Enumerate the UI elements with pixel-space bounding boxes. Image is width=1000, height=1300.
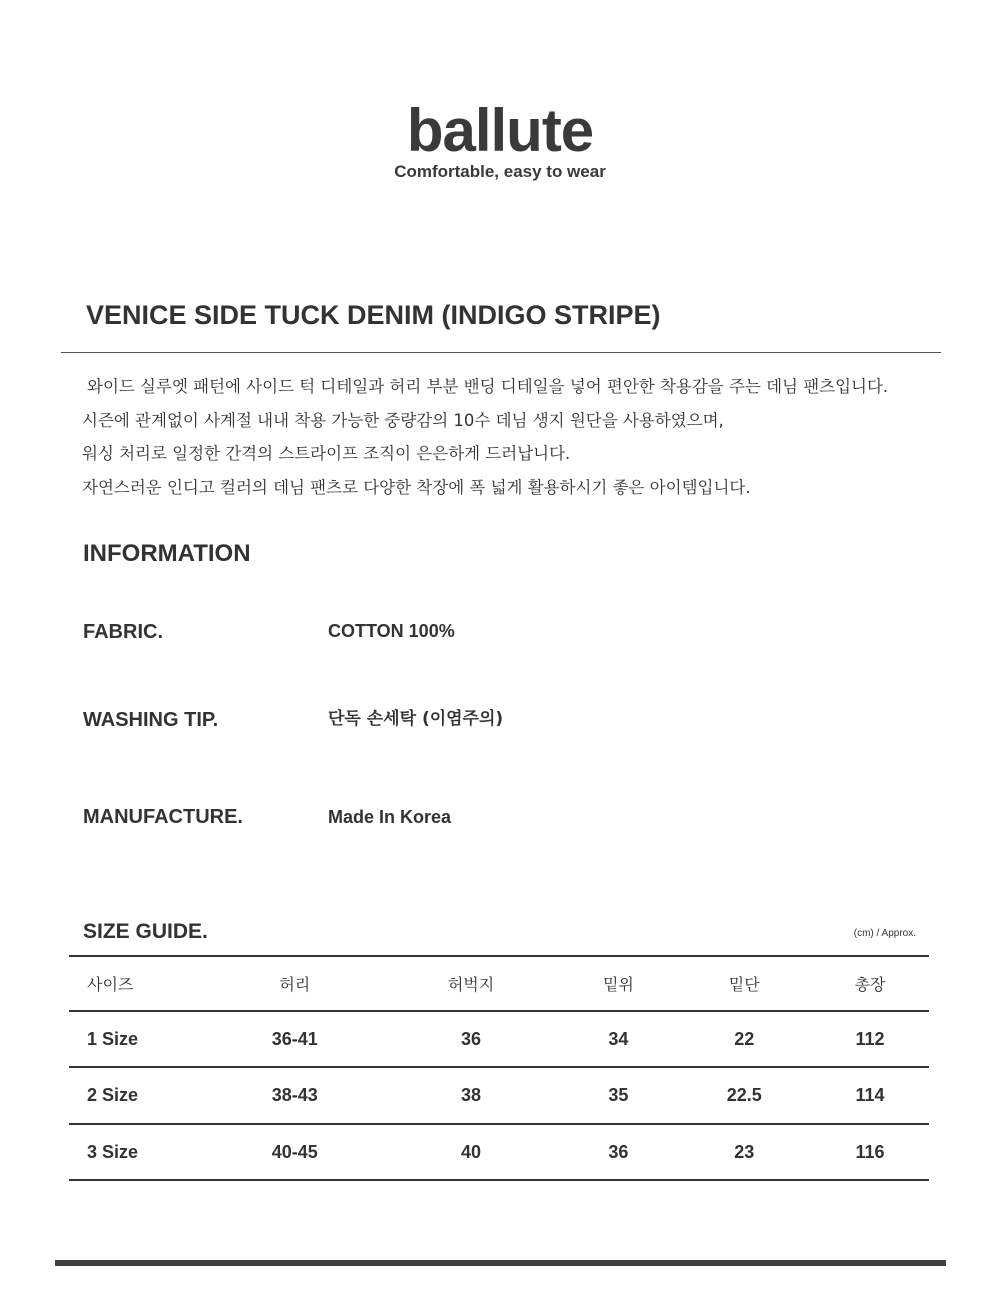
product-title: VENICE SIDE TUCK DENIM (INDIGO STRIPE) xyxy=(86,300,661,330)
cell-hem: 22.5 xyxy=(726,1085,762,1105)
size-guide-title: SIZE GUIDE. xyxy=(83,920,208,943)
header-hem: 밑단 xyxy=(728,975,760,994)
cell-length: 114 xyxy=(855,1085,885,1105)
description-line: 자연스러운 인디고 컬러의 데님 팬츠로 다양한 착장에 폭 넓게 활용하시기 좋은 아이템입니다. xyxy=(82,477,751,497)
fabric-value: COTTON 100% xyxy=(328,621,455,641)
cell-rise: 35 xyxy=(608,1085,629,1105)
manufacture-value: Made In Korea xyxy=(328,807,452,827)
cell-hem: 22 xyxy=(734,1028,755,1049)
cell-waist: 36-41 xyxy=(271,1028,318,1049)
cell-length: 116 xyxy=(855,1141,885,1162)
table-row xyxy=(69,1124,929,1180)
header-rise: 밑위 xyxy=(602,975,634,994)
washing-tip-label: WASHING TIP. xyxy=(83,709,219,731)
cell-size: 3 Size xyxy=(87,1141,139,1162)
product-description xyxy=(82,374,942,508)
fabric-label: FABRIC. xyxy=(83,621,163,643)
table-row xyxy=(69,1067,929,1124)
table-row xyxy=(69,1011,929,1067)
cell-rise: 34 xyxy=(608,1028,629,1049)
size-table-header-row xyxy=(69,956,929,1011)
description-line: 시즌에 관계없이 사계절 내내 착용 가능한 중량감의 10수 데님 생지 원단을 사용하였으며, xyxy=(82,410,724,430)
cell-thigh: 38 xyxy=(461,1085,482,1105)
washing-tip-value: 단독 손세탁 (이염주의) xyxy=(328,709,504,729)
cell-size: 1 Size xyxy=(87,1028,139,1049)
footer-divider xyxy=(55,1260,946,1266)
brand-tagline: Comfortable, easy to wear xyxy=(394,162,606,181)
unit-note: (cm) / Approx. xyxy=(853,928,916,939)
header-thigh: 허벅지 xyxy=(447,975,495,994)
size-table xyxy=(69,955,929,1181)
cell-waist: 40-45 xyxy=(271,1141,318,1162)
cell-waist: 38-43 xyxy=(271,1085,318,1105)
cell-rise: 36 xyxy=(608,1141,629,1162)
description-line: 워싱 처리로 일정한 간격의 스트라이프 조직이 은은하게 드러납니다. xyxy=(82,444,571,463)
cell-hem: 23 xyxy=(734,1141,755,1162)
header-size: 사이즈 xyxy=(87,975,134,994)
cell-thigh: 40 xyxy=(461,1141,482,1162)
cell-length: 112 xyxy=(855,1028,885,1049)
header-waist: 허리 xyxy=(279,975,311,994)
information-title: INFORMATION xyxy=(83,540,251,567)
manufacture-label: MANUFACTURE. xyxy=(83,806,243,828)
brand-logo: ballute xyxy=(406,97,594,164)
header-length: 총장 xyxy=(854,975,886,994)
cell-size: 2 Size xyxy=(87,1085,139,1105)
description-line: 와이드 실루엣 패턴에 사이드 턱 디테일과 허리 부분 밴딩 디테일을 넣어 편안한 착용감을 주는 데님 팬츠입니다. xyxy=(87,377,889,396)
title-divider xyxy=(61,352,941,353)
cell-thigh: 36 xyxy=(461,1028,482,1049)
